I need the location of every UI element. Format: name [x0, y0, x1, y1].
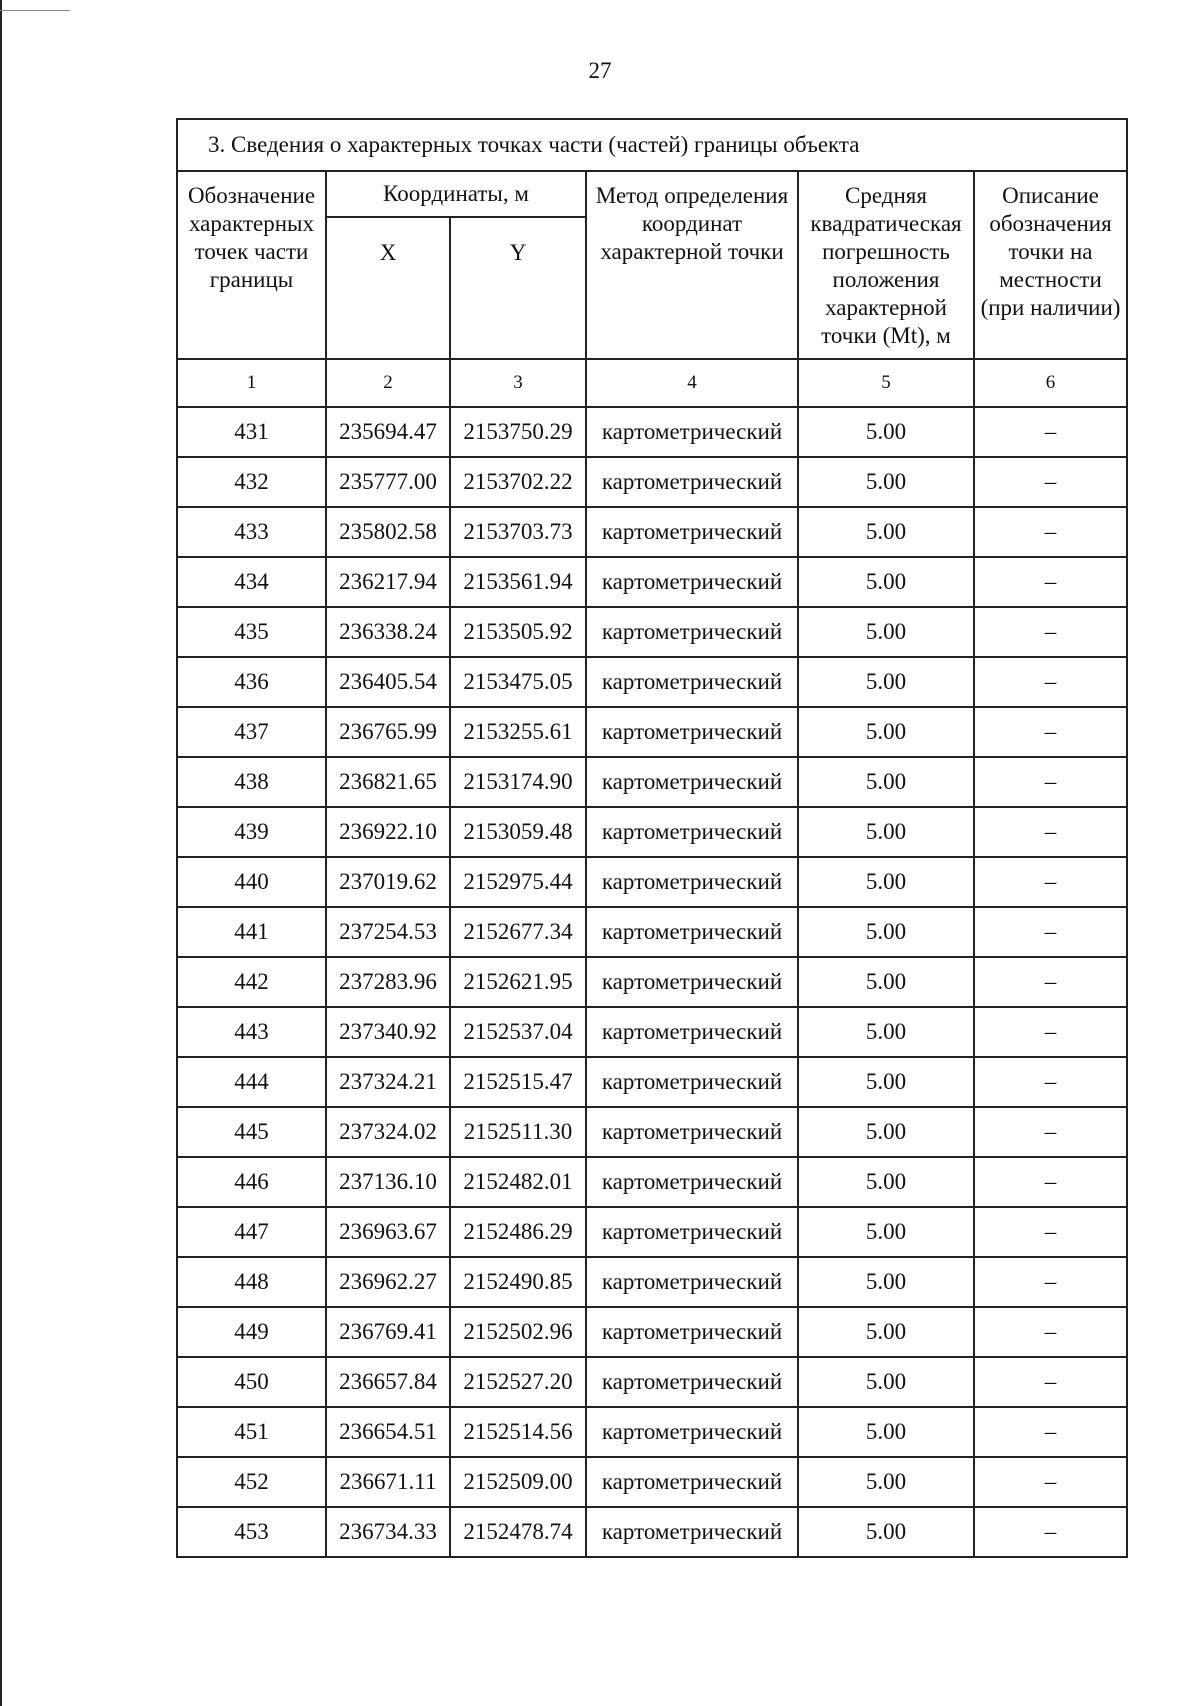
y-coordinate-cell: 2152502.96: [450, 1307, 586, 1357]
mean-error-cell: 5.00: [798, 1157, 974, 1207]
x-coordinate-cell: 237019.62: [326, 857, 450, 907]
method-cell: картометрический: [586, 1507, 798, 1557]
point-id-cell: 432: [177, 457, 326, 507]
method-cell: картометрический: [586, 707, 798, 757]
mean-error-cell: 5.00: [798, 757, 974, 807]
column-number: 5: [798, 359, 974, 407]
method-cell: картометрический: [586, 807, 798, 857]
x-coordinate-cell: 236671.11: [326, 1457, 450, 1507]
x-coordinate-cell: 237324.21: [326, 1057, 450, 1107]
description-cell: –: [974, 557, 1127, 607]
description-cell: –: [974, 607, 1127, 657]
point-id-cell: 450: [177, 1357, 326, 1407]
table-row: [177, 1307, 1127, 1357]
description-cell: –: [974, 507, 1127, 557]
x-coordinate-cell: 236338.24: [326, 607, 450, 657]
mean-error-cell: 5.00: [798, 507, 974, 557]
x-coordinate-cell: 235777.00: [326, 457, 450, 507]
header-method: Метод определения координат характерной точки: [586, 171, 798, 359]
description-cell: –: [974, 857, 1127, 907]
description-cell: –: [974, 807, 1127, 857]
mean-error-cell: 5.00: [798, 457, 974, 507]
table-row: [177, 1257, 1127, 1307]
x-coordinate-cell: 236217.94: [326, 557, 450, 607]
table-row: [177, 807, 1127, 857]
y-coordinate-cell: 2152511.30: [450, 1107, 586, 1157]
y-coordinate-cell: 2152514.56: [450, 1407, 586, 1457]
header-y: Y: [450, 217, 586, 359]
column-number: 6: [974, 359, 1127, 407]
method-cell: картометрический: [586, 1457, 798, 1507]
point-id-cell: 448: [177, 1257, 326, 1307]
mean-error-cell: 5.00: [798, 1357, 974, 1407]
description-cell: –: [974, 907, 1127, 957]
table-row: [177, 757, 1127, 807]
table-row: [177, 907, 1127, 957]
method-cell: картометрический: [586, 407, 798, 457]
method-cell: картометрический: [586, 657, 798, 707]
header-coordinates: Координаты, м: [326, 171, 586, 217]
description-cell: –: [974, 1107, 1127, 1157]
method-cell: картометрический: [586, 857, 798, 907]
y-coordinate-cell: 2153561.94: [450, 557, 586, 607]
y-coordinate-cell: 2152486.29: [450, 1207, 586, 1257]
description-cell: –: [974, 1057, 1127, 1107]
point-id-cell: 438: [177, 757, 326, 807]
method-cell: картометрический: [586, 507, 798, 557]
description-cell: –: [974, 457, 1127, 507]
mean-error-cell: 5.00: [798, 557, 974, 607]
y-coordinate-cell: 2153475.05: [450, 657, 586, 707]
table-row: [177, 607, 1127, 657]
mean-error-cell: 5.00: [798, 607, 974, 657]
x-coordinate-cell: 236657.84: [326, 1357, 450, 1407]
mean-error-cell: 5.00: [798, 1307, 974, 1357]
page-number: 27: [588, 58, 612, 83]
y-coordinate-cell: 2152482.01: [450, 1157, 586, 1207]
y-coordinate-cell: 2153750.29: [450, 407, 586, 457]
description-cell: –: [974, 1457, 1127, 1507]
method-cell: картометрический: [586, 557, 798, 607]
header-description: Описание обозначения точки на местности (при наличии): [974, 171, 1127, 359]
table-row: [177, 1457, 1127, 1507]
description-cell: –: [974, 957, 1127, 1007]
mean-error-cell: 5.00: [798, 1507, 974, 1557]
y-coordinate-cell: 2153255.61: [450, 707, 586, 757]
description-cell: –: [974, 407, 1127, 457]
y-coordinate-cell: 2152527.20: [450, 1357, 586, 1407]
table-row: [177, 1507, 1127, 1557]
point-id-cell: 445: [177, 1107, 326, 1157]
method-cell: картометрический: [586, 1257, 798, 1307]
x-coordinate-cell: 235694.47: [326, 407, 450, 457]
x-coordinate-cell: 236405.54: [326, 657, 450, 707]
column-number: 4: [586, 359, 798, 407]
y-coordinate-cell: 2153059.48: [450, 807, 586, 857]
table-row: [177, 457, 1127, 507]
y-coordinate-cell: 2153702.22: [450, 457, 586, 507]
point-id-cell: 453: [177, 1507, 326, 1557]
x-coordinate-cell: 236654.51: [326, 1407, 450, 1457]
table-row: [177, 1157, 1127, 1207]
method-cell: картометрический: [586, 1207, 798, 1257]
table-row: [177, 1107, 1127, 1157]
point-id-cell: 447: [177, 1207, 326, 1257]
point-id-cell: 441: [177, 907, 326, 957]
table-title: 3. Сведения о характерных точках части (частей) границы объекта: [177, 119, 1127, 171]
description-cell: –: [974, 757, 1127, 807]
method-cell: картометрический: [586, 1157, 798, 1207]
x-coordinate-cell: 237324.02: [326, 1107, 450, 1157]
method-cell: картометрический: [586, 1357, 798, 1407]
mean-error-cell: 5.00: [798, 1407, 974, 1457]
method-cell: картометрический: [586, 907, 798, 957]
table-row: [177, 1057, 1127, 1107]
point-id-cell: 452: [177, 1457, 326, 1507]
mean-error-cell: 5.00: [798, 907, 974, 957]
description-cell: –: [974, 1157, 1127, 1207]
mean-error-cell: 5.00: [798, 1007, 974, 1057]
table-row: [177, 1007, 1127, 1057]
mean-error-cell: 5.00: [798, 1257, 974, 1307]
y-coordinate-cell: 2152975.44: [450, 857, 586, 907]
point-id-cell: 435: [177, 607, 326, 657]
point-id-cell: 431: [177, 407, 326, 457]
x-coordinate-cell: 237136.10: [326, 1157, 450, 1207]
description-cell: –: [974, 1207, 1127, 1257]
x-coordinate-cell: 236963.67: [326, 1207, 450, 1257]
method-cell: картометрический: [586, 607, 798, 657]
description-cell: –: [974, 1257, 1127, 1307]
description-cell: –: [974, 1307, 1127, 1357]
y-coordinate-cell: 2152537.04: [450, 1007, 586, 1057]
point-id-cell: 444: [177, 1057, 326, 1107]
table-row: [177, 707, 1127, 757]
x-coordinate-cell: 236734.33: [326, 1507, 450, 1557]
table-row: [177, 407, 1127, 457]
x-coordinate-cell: 236962.27: [326, 1257, 450, 1307]
method-cell: картометрический: [586, 1407, 798, 1457]
mean-error-cell: 5.00: [798, 1457, 974, 1507]
y-coordinate-cell: 2152490.85: [450, 1257, 586, 1307]
point-id-cell: 443: [177, 1007, 326, 1057]
description-cell: –: [974, 1007, 1127, 1057]
y-coordinate-cell: 2152515.47: [450, 1057, 586, 1107]
mean-error-cell: 5.00: [798, 1107, 974, 1157]
table-body: [177, 407, 1127, 1557]
table-row: [177, 1207, 1127, 1257]
point-id-cell: 439: [177, 807, 326, 857]
header-point-designation: Обозначение характерных точек части границы: [177, 171, 326, 359]
description-cell: –: [974, 1507, 1127, 1557]
point-id-cell: 440: [177, 857, 326, 907]
table-row: [177, 1357, 1127, 1407]
column-number: 1: [177, 359, 326, 407]
mean-error-cell: 5.00: [798, 407, 974, 457]
point-id-cell: 433: [177, 507, 326, 557]
mean-error-cell: 5.00: [798, 657, 974, 707]
mean-error-cell: 5.00: [798, 957, 974, 1007]
x-coordinate-cell: 236769.41: [326, 1307, 450, 1357]
table-row: [177, 957, 1127, 1007]
scan-left-edge: [0, 0, 2, 1706]
column-numbers-row: [177, 359, 1127, 407]
method-cell: картометрический: [586, 1007, 798, 1057]
x-coordinate-cell: 235802.58: [326, 507, 450, 557]
header-x: X: [326, 217, 450, 359]
description-cell: –: [974, 707, 1127, 757]
table-row: [177, 1407, 1127, 1457]
table-row: [177, 507, 1127, 557]
x-coordinate-cell: 237283.96: [326, 957, 450, 1007]
table-row: [177, 557, 1127, 607]
y-coordinate-cell: 2153703.73: [450, 507, 586, 557]
mean-error-cell: 5.00: [798, 807, 974, 857]
x-coordinate-cell: 236922.10: [326, 807, 450, 857]
description-cell: –: [974, 1357, 1127, 1407]
method-cell: картометрический: [586, 1057, 798, 1107]
column-number: 2: [326, 359, 450, 407]
scan-corner-mark: [0, 10, 70, 11]
x-coordinate-cell: 236765.99: [326, 707, 450, 757]
y-coordinate-cell: 2152621.95: [450, 957, 586, 1007]
description-cell: –: [974, 1407, 1127, 1457]
mean-error-cell: 5.00: [798, 857, 974, 907]
mean-error-cell: 5.00: [798, 1057, 974, 1107]
y-coordinate-cell: 2153174.90: [450, 757, 586, 807]
table-row: [177, 657, 1127, 707]
x-coordinate-cell: 237340.92: [326, 1007, 450, 1057]
point-id-cell: 446: [177, 1157, 326, 1207]
method-cell: картометрический: [586, 757, 798, 807]
method-cell: картометрический: [586, 1107, 798, 1157]
column-number: 3: [450, 359, 586, 407]
mean-error-cell: 5.00: [798, 707, 974, 757]
method-cell: картометрический: [586, 1307, 798, 1357]
mean-error-cell: 5.00: [798, 1207, 974, 1257]
x-coordinate-cell: 236821.65: [326, 757, 450, 807]
point-id-cell: 451: [177, 1407, 326, 1457]
header-mean-error: Средняя квадратическая погрешность положения характерной точки (Mt), м: [798, 171, 974, 359]
method-cell: картометрический: [586, 457, 798, 507]
y-coordinate-cell: 2152509.00: [450, 1457, 586, 1507]
boundary-points-table: [176, 118, 1128, 1558]
point-id-cell: 442: [177, 957, 326, 1007]
y-coordinate-cell: 2152677.34: [450, 907, 586, 957]
method-cell: картометрический: [586, 957, 798, 1007]
y-coordinate-cell: 2152478.74: [450, 1507, 586, 1557]
y-coordinate-cell: 2153505.92: [450, 607, 586, 657]
point-id-cell: 449: [177, 1307, 326, 1357]
table-row: [177, 857, 1127, 907]
x-coordinate-cell: 237254.53: [326, 907, 450, 957]
point-id-cell: 437: [177, 707, 326, 757]
description-cell: –: [974, 657, 1127, 707]
point-id-cell: 436: [177, 657, 326, 707]
point-id-cell: 434: [177, 557, 326, 607]
